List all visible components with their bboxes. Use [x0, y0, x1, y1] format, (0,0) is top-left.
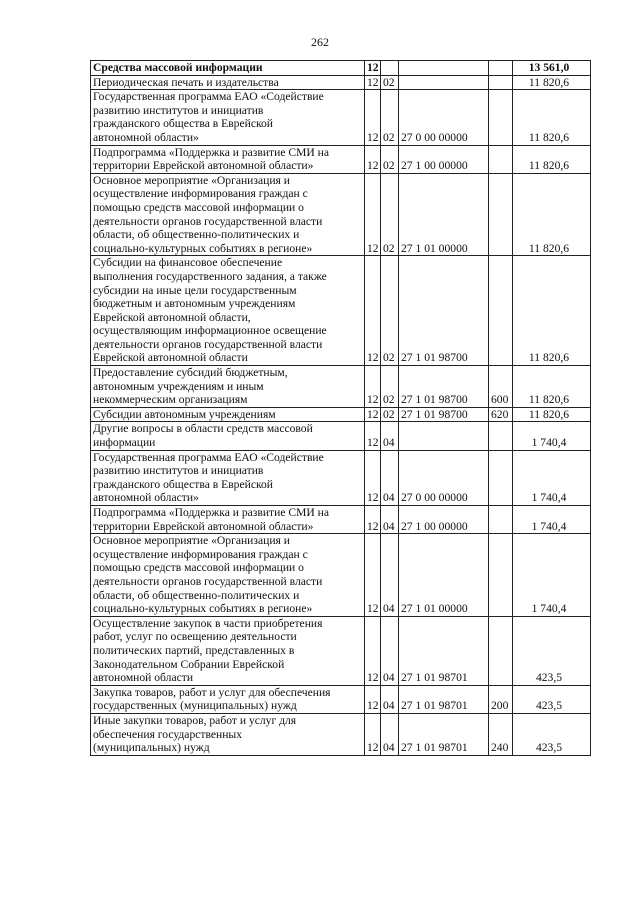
- table-row: [91, 75, 591, 90]
- row-amount-cell: 11 820,6: [513, 407, 591, 422]
- table-row: [91, 506, 591, 534]
- table-row: [91, 407, 591, 422]
- row-expense-type-cell: [489, 256, 513, 366]
- row-amount-cell: 1 740,4: [513, 422, 591, 450]
- row-amount-cell: 13 561,0: [513, 61, 591, 76]
- row-name-text: Средства массовой информации: [93, 61, 263, 74]
- budget-table: [90, 60, 591, 756]
- row-target-article-cell: [399, 75, 489, 90]
- row-target-article-cell: 27 1 01 98700: [399, 407, 489, 422]
- row-name-text: Государственная программа ЕАО «Содействие развитию институтов и инициатив гражданского общества в Еврейской автономной области»: [93, 90, 324, 144]
- row-expense-type-cell: [489, 450, 513, 505]
- table-row: [91, 422, 591, 450]
- row-name-cell: [91, 256, 365, 366]
- row-name-text: Субсидии на финансовое обеспечение выполнения государственного задания, а также субсидии на иные цели государственным бюджетным и автономным учреждениям Еврейской автономной области, осуществляющим информационное освещение деятельности органов государственной власти Еврейской автономной области: [93, 256, 327, 365]
- row-name-cell: [91, 534, 365, 617]
- row-target-article-cell: 27 0 00 00000: [399, 90, 489, 145]
- row-amount-cell: 423,5: [513, 685, 591, 713]
- row-target-article-cell: [399, 422, 489, 450]
- table-row: [91, 173, 591, 256]
- row-name-text: Осуществление закупок в части приобретения работ, услуг по освещению деятельности политических партий, представленных в Законодательном Собрании Еврейской автономной области: [93, 616, 323, 685]
- row-name-text: Подпрограмма «Поддержка и развитие СМИ на территории Еврейской автономной области»: [93, 145, 330, 173]
- budget-table-body: [91, 61, 591, 756]
- row-section-cell: 12: [365, 61, 381, 76]
- row-name-cell: [91, 61, 365, 76]
- row-subsection-cell: 04: [381, 534, 399, 617]
- row-subsection-cell: 04: [381, 422, 399, 450]
- row-section-cell: 12: [365, 506, 381, 534]
- row-section-cell: 12: [365, 713, 381, 755]
- row-name-text: Основное мероприятие «Организация и осуществление информирования граждан с помощью средств массовой информации о деятельности органов государственной власти области, об общественно-политических и социально-культурных событиях в регионе»: [93, 173, 323, 255]
- row-amount-cell: 423,5: [513, 616, 591, 685]
- row-subsection-cell: 04: [381, 506, 399, 534]
- row-subsection-cell: 02: [381, 407, 399, 422]
- page-number: 262: [311, 35, 329, 49]
- row-expense-type-cell: [489, 75, 513, 90]
- table-row: [91, 534, 591, 617]
- row-name-cell: [91, 407, 365, 422]
- row-section-cell: 12: [365, 450, 381, 505]
- row-subsection-cell: 02: [381, 173, 399, 256]
- row-target-article-cell: 27 1 01 98701: [399, 713, 489, 755]
- row-name-cell: [91, 450, 365, 505]
- table-row: [91, 616, 591, 685]
- row-section-cell: 12: [365, 422, 381, 450]
- row-subsection-cell: [381, 61, 399, 76]
- row-name-cell: [91, 173, 365, 256]
- row-subsection-cell: 02: [381, 256, 399, 366]
- row-name-text: Государственная программа ЕАО «Содействие развитию институтов и инициатив гражданского общества в Еврейской автономной области»: [93, 450, 324, 505]
- table-row: [91, 61, 591, 76]
- row-expense-type-cell: [489, 90, 513, 145]
- row-amount-cell: 11 820,6: [513, 173, 591, 256]
- row-subsection-cell: 04: [381, 616, 399, 685]
- row-name-text: Субсидии автономным учреждениям: [93, 407, 276, 421]
- table-row: [91, 256, 591, 366]
- row-name-text: Закупка товаров, работ и услуг для обеспечения государственных (муниципальных) нужд: [93, 685, 331, 713]
- row-section-cell: 12: [365, 407, 381, 422]
- row-target-article-cell: 27 1 01 98700: [399, 366, 489, 408]
- table-row: [91, 145, 591, 173]
- row-name-text: Подпрограмма «Поддержка и развитие СМИ на территории Еврейской автономной области»: [93, 506, 330, 533]
- row-name-text: Предоставление субсидий бюджетным, автономным учреждениям и иным некоммерческим организациям: [93, 366, 288, 407]
- row-name-cell: [91, 145, 365, 173]
- row-target-article-cell: 27 1 01 00000: [399, 534, 489, 617]
- row-expense-type-cell: 240: [489, 713, 513, 755]
- row-section-cell: 12: [365, 685, 381, 713]
- table-row: [91, 366, 591, 408]
- row-amount-cell: 11 820,6: [513, 256, 591, 366]
- row-subsection-cell: 02: [381, 145, 399, 173]
- row-subsection-cell: 04: [381, 450, 399, 505]
- row-subsection-cell: 02: [381, 75, 399, 90]
- row-expense-type-cell: 620: [489, 407, 513, 422]
- row-amount-cell: 11 820,6: [513, 366, 591, 408]
- row-target-article-cell: 27 1 00 00000: [399, 506, 489, 534]
- row-name-cell: [91, 75, 365, 90]
- row-section-cell: 12: [365, 534, 381, 617]
- row-target-article-cell: 27 1 01 98701: [399, 616, 489, 685]
- table-row: [91, 90, 591, 145]
- row-target-article-cell: [399, 61, 489, 76]
- row-name-text: Периодическая печать и издательства: [93, 75, 279, 89]
- row-expense-type-cell: [489, 534, 513, 617]
- row-name-cell: [91, 90, 365, 145]
- row-subsection-cell: 04: [381, 713, 399, 755]
- row-name-cell: [91, 366, 365, 408]
- row-subsection-cell: 02: [381, 366, 399, 408]
- row-expense-type-cell: [489, 616, 513, 685]
- row-name-cell: [91, 422, 365, 450]
- row-amount-cell: 1 740,4: [513, 450, 591, 505]
- row-subsection-cell: 02: [381, 90, 399, 145]
- row-section-cell: 12: [365, 173, 381, 256]
- table-row: [91, 685, 591, 713]
- row-name-text: Основное мероприятие «Организация и осуществление информирования граждан с помощью средств массовой информации о деятельности органов государственной власти области, об общественно-политических и социально-культурных событиях в регионе»: [93, 534, 323, 616]
- table-row: [91, 450, 591, 505]
- row-expense-type-cell: [489, 173, 513, 256]
- row-expense-type-cell: [489, 506, 513, 534]
- row-amount-cell: 11 820,6: [513, 90, 591, 145]
- row-expense-type-cell: [489, 422, 513, 450]
- row-section-cell: 12: [365, 145, 381, 173]
- row-name-text: Другие вопросы в области средств массовой информации: [93, 422, 313, 450]
- row-target-article-cell: 27 1 01 00000: [399, 173, 489, 256]
- row-target-article-cell: 27 0 00 00000: [399, 450, 489, 505]
- row-name-cell: [91, 616, 365, 685]
- row-amount-cell: 1 740,4: [513, 534, 591, 617]
- row-name-cell: [91, 685, 365, 713]
- row-amount-cell: 11 820,6: [513, 145, 591, 173]
- row-name-cell: [91, 713, 365, 755]
- row-expense-type-cell: [489, 61, 513, 76]
- row-target-article-cell: 27 1 00 00000: [399, 145, 489, 173]
- row-expense-type-cell: [489, 145, 513, 173]
- row-amount-cell: 1 740,4: [513, 506, 591, 534]
- row-section-cell: 12: [365, 90, 381, 145]
- row-section-cell: 12: [365, 75, 381, 90]
- row-target-article-cell: 27 1 01 98700: [399, 256, 489, 366]
- row-section-cell: 12: [365, 256, 381, 366]
- row-amount-cell: 423,5: [513, 713, 591, 755]
- row-section-cell: 12: [365, 616, 381, 685]
- row-amount-cell: 11 820,6: [513, 75, 591, 90]
- row-name-cell: [91, 506, 365, 534]
- row-target-article-cell: 27 1 01 98701: [399, 685, 489, 713]
- row-subsection-cell: 04: [381, 685, 399, 713]
- table-row: [91, 713, 591, 755]
- row-expense-type-cell: 200: [489, 685, 513, 713]
- row-section-cell: 12: [365, 366, 381, 408]
- row-expense-type-cell: 600: [489, 366, 513, 408]
- row-name-text: Иные закупки товаров, работ и услуг для обеспечения государственных (муниципальных) нужд: [93, 713, 297, 755]
